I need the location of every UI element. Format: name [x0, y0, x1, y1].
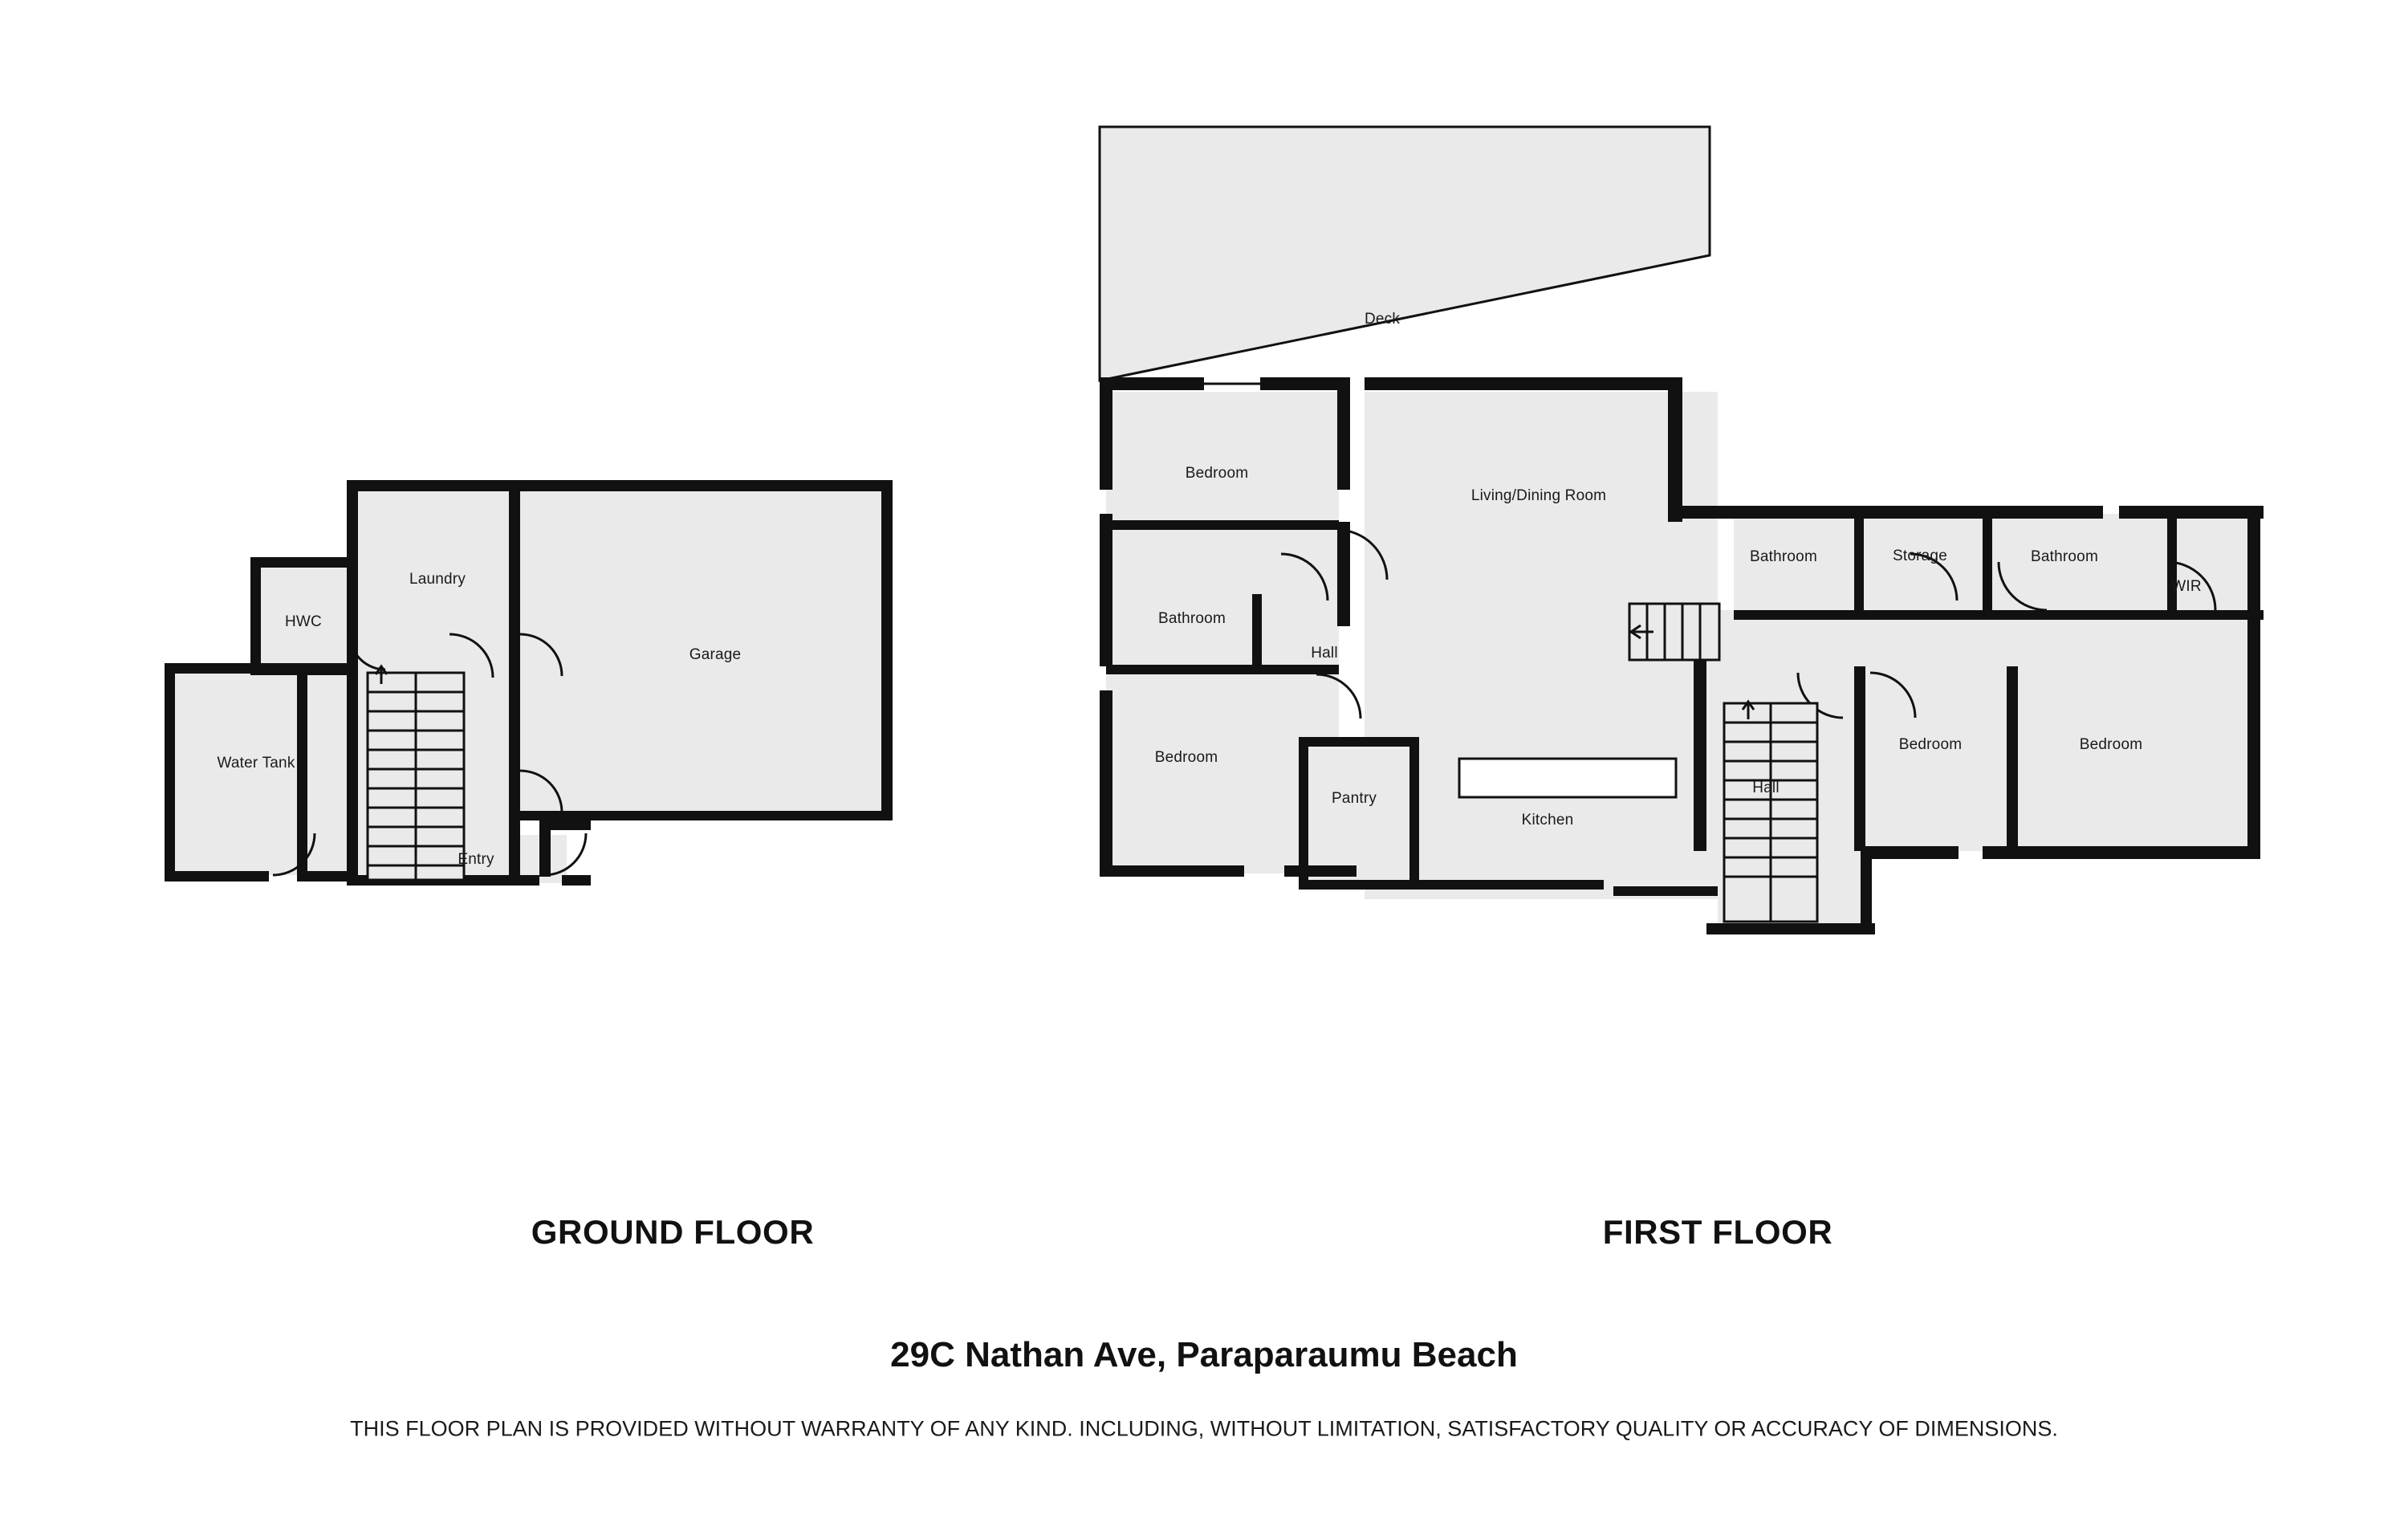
room-label-bathroom-2: Bathroom — [1750, 548, 1817, 565]
room-label-bedroom-3: Bedroom — [1898, 736, 1963, 753]
room-label-kitchen: Kitchen — [1521, 812, 1574, 829]
room-label-bedroom-1: Bedroom — [1185, 465, 1249, 482]
ground-floor-staircase — [368, 666, 464, 880]
room-label-bedroom-4: Bedroom — [2079, 736, 2143, 753]
room-label-living-dining: Living/Dining Room — [1470, 487, 1607, 504]
room-label-hall-lower: Hall — [1752, 780, 1780, 796]
room-label-water-tank: Water Tank — [217, 755, 295, 772]
room-label-laundry: Laundry — [409, 571, 466, 588]
room-label-hwc: HWC — [285, 613, 322, 630]
room-label-hall-upper: Hall — [1311, 645, 1338, 662]
room-label-bathroom-3: Bathroom — [2031, 548, 2098, 565]
room-label-garage: Garage — [689, 646, 742, 663]
room-label-wir: WIR — [2171, 578, 2202, 595]
room-label-bedroom-2: Bedroom — [1154, 749, 1218, 766]
room-label-storage: Storage — [1893, 548, 1947, 564]
ground-floor-title: GROUND FLOOR — [531, 1213, 815, 1251]
first-floor-title: FIRST FLOOR — [1602, 1213, 1833, 1251]
page-title: 29C Nathan Ave, Paraparaumu Beach — [890, 1335, 1518, 1374]
room-label-deck: Deck — [1364, 311, 1401, 328]
disclaimer-text: THIS FLOOR PLAN IS PROVIDED WITHOUT WARRANTY OF ANY KIND. INCLUDING, WITHOUT LIMITATION, SATISFACTORY QUALITY OR ACCURACY OF DIMENSIONS. — [350, 1416, 2058, 1441]
first-floor-stair-upper — [1629, 604, 1719, 660]
room-label-entry: Entry — [458, 851, 494, 868]
room-label-pantry: Pantry — [1331, 790, 1377, 807]
first-floor-stair-lower — [1724, 702, 1817, 922]
room-label-bathroom-1: Bathroom — [1158, 610, 1226, 627]
